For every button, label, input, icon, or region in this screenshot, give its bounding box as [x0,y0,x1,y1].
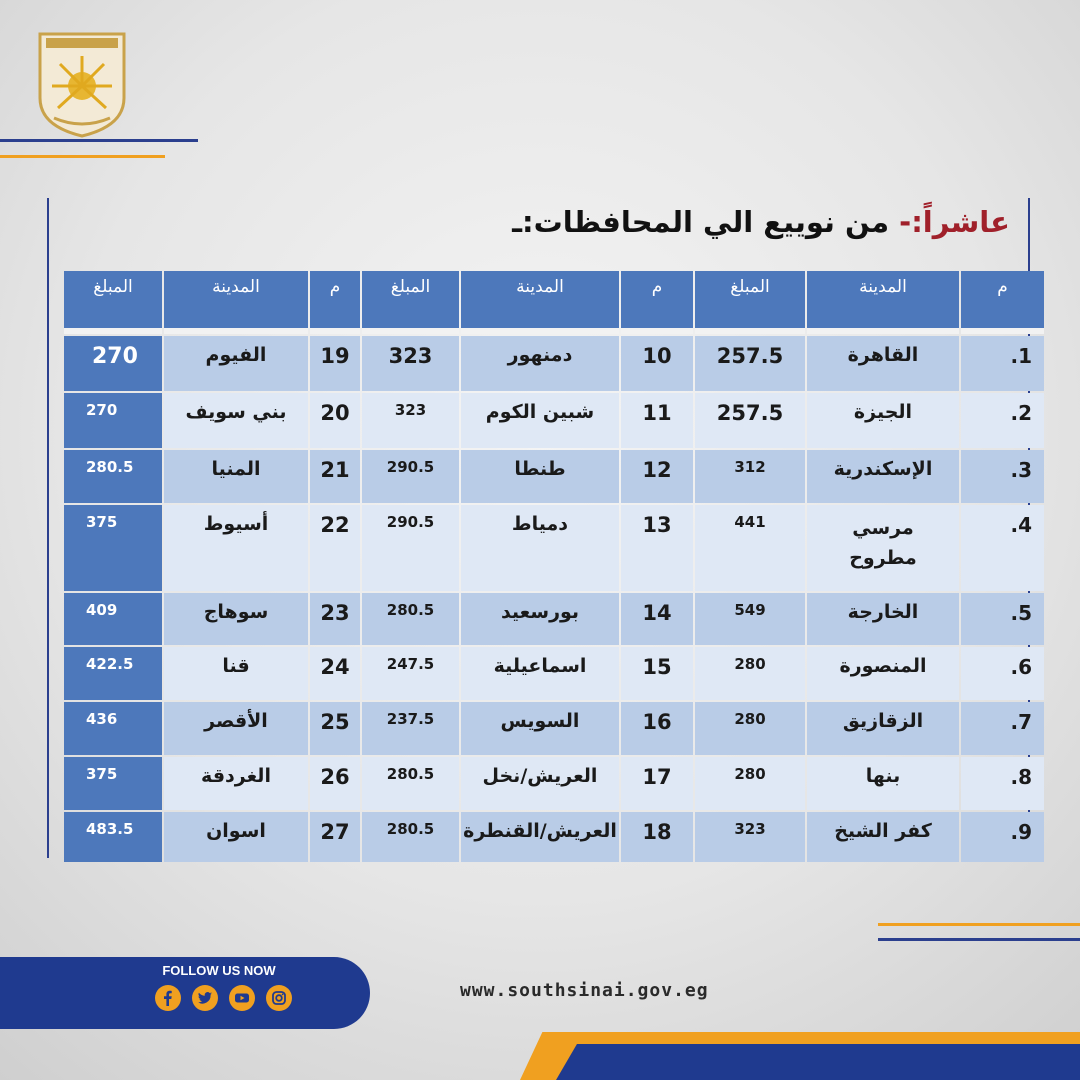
city-cell: دمنهور [461,336,619,391]
col-header: المبلغ [64,271,162,334]
amount-cell: 436 [64,702,162,755]
city-cell: الإسكندرية [807,450,959,503]
amount-cell: 323 [695,812,805,862]
row-number: 1. [961,336,1044,391]
bottom-band-blue [556,1044,1080,1080]
amount-cell: 290.5 [362,450,459,503]
table-row [64,505,1044,591]
row-number: 14 [621,593,693,645]
city-cell: شبين الكوم [461,393,619,448]
amount-cell: 422.5 [64,647,162,700]
city-cell: دمياط [461,505,619,591]
amount-cell: 375 [64,505,162,591]
city-cell: المنصورة [807,647,959,700]
table-row [64,593,1044,645]
amount-cell: 270 [64,336,162,391]
section-heading-accent: عاشراً:- [899,205,1010,239]
facebook-icon[interactable] [155,985,181,1011]
row-number: 11 [621,393,693,448]
city-cell: العريش/القنطرة [461,812,619,862]
row-number: 15 [621,647,693,700]
amount-cell: 312 [695,450,805,503]
amount-cell: 375 [64,757,162,810]
amount-cell: 280 [695,702,805,755]
table-row [64,647,1044,700]
city-cell: اسماعيلية [461,647,619,700]
amount-cell: 280.5 [362,812,459,862]
amount-cell: 280 [695,647,805,700]
row-number: 6. [961,647,1044,700]
row-number: 27 [310,812,360,862]
section-heading [512,205,1010,239]
table-row [64,757,1044,810]
city-cell: سوهاج [164,593,308,645]
row-number: 17 [621,757,693,810]
amount-cell: 323 [362,336,459,391]
city-cell: طنطا [461,450,619,503]
col-header: المدينة [807,271,959,334]
row-number: 10 [621,336,693,391]
city-cell: كفر الشيخ [807,812,959,862]
row-number: 3. [961,450,1044,503]
twitter-icon[interactable] [192,985,218,1011]
section-heading-text: من نوييع الي المحافظات:ـ [512,205,900,239]
row-number: 21 [310,450,360,503]
city-cell: المنيا [164,450,308,503]
amount-cell: 441 [695,505,805,591]
amount-cell: 257.5 [695,393,805,448]
city-cell: اسوان [164,812,308,862]
row-number: 23 [310,593,360,645]
city-cell: الجيزة [807,393,959,448]
row-number: 2. [961,393,1044,448]
amount-cell: 549 [695,593,805,645]
city-cell: الخارجة [807,593,959,645]
col-header: المدينة [461,271,619,334]
row-number: 12 [621,450,693,503]
instagram-icon[interactable] [266,985,292,1011]
amount-cell: 409 [64,593,162,645]
city-cell: أسيوط [164,505,308,591]
col-header: المدينة [164,271,308,334]
col-header: م [310,271,360,334]
amount-cell: 280 [695,757,805,810]
city-cell: مرسي مطروح [807,505,959,591]
frame-left-line [47,198,49,858]
city-cell: العريش/نخل [461,757,619,810]
table-row [64,702,1044,755]
row-number: 22 [310,505,360,591]
city-cell: السويس [461,702,619,755]
city-cell: الأقصر [164,702,308,755]
city-cell: بني سويف [164,393,308,448]
row-number: 9. [961,812,1044,862]
amount-cell: 270 [64,393,162,448]
row-number: 16 [621,702,693,755]
amount-cell: 257.5 [695,336,805,391]
allowance-table [62,269,1046,864]
follow-us-label: FOLLOW US NOW [162,963,276,978]
top-divider-blue [0,139,198,142]
top-divider-orange [0,155,165,158]
amount-cell: 290.5 [362,505,459,591]
table-header-row [64,271,1044,334]
governorate-emblem-logo [34,28,130,140]
website-link[interactable]: www.southsinai.gov.eg [460,980,709,1001]
table-row [64,336,1044,391]
amount-cell: 237.5 [362,702,459,755]
row-number: 24 [310,647,360,700]
amount-cell: 247.5 [362,647,459,700]
row-number: 7. [961,702,1044,755]
amount-cell: 280.5 [362,757,459,810]
row-number: 4. [961,505,1044,591]
table-row [64,812,1044,862]
row-number: 18 [621,812,693,862]
row-number: 13 [621,505,693,591]
amount-cell: 483.5 [64,812,162,862]
amount-cell: 323 [362,393,459,448]
row-number: 25 [310,702,360,755]
col-header: م [621,271,693,334]
table-row [64,393,1044,448]
youtube-icon[interactable] [229,985,255,1011]
city-cell: القاهرة [807,336,959,391]
footer-divider-orange [878,923,1080,926]
city-cell: بورسعيد [461,593,619,645]
col-header: المبلغ [362,271,459,334]
city-cell: بنها [807,757,959,810]
city-cell: الفيوم [164,336,308,391]
col-header: المبلغ [695,271,805,334]
city-cell: الغردقة [164,757,308,810]
row-number: 8. [961,757,1044,810]
amount-cell: 280.5 [64,450,162,503]
row-number: 5. [961,593,1044,645]
table-row [64,450,1044,503]
city-cell: الزقازيق [807,702,959,755]
amount-cell: 280.5 [362,593,459,645]
col-header: م [961,271,1044,334]
row-number: 26 [310,757,360,810]
row-number: 19 [310,336,360,391]
footer-divider-blue [878,938,1080,941]
city-cell: قنا [164,647,308,700]
row-number: 20 [310,393,360,448]
